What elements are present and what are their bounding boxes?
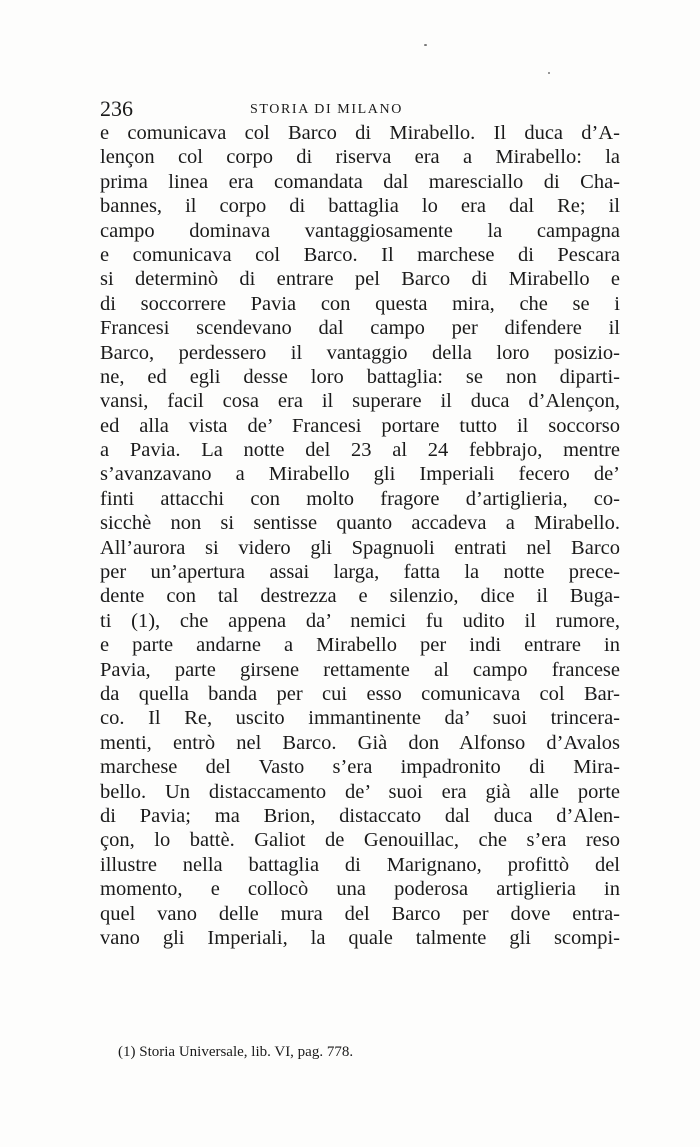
text-line: momento, e collocò una poderosa artiglieria in bbox=[100, 878, 620, 901]
text-line: çon, lo battè. Galiot de Genouillac, che s’era reso bbox=[100, 829, 620, 852]
text-line: Pavia, parte girsene rettamente al campo francese bbox=[100, 658, 620, 681]
text-line: prima linea era comandata dal maresciallo di Cha- bbox=[100, 170, 620, 193]
page-number: 236 bbox=[100, 96, 133, 121]
text-line: illustre nella battaglia di Marignano, profittò del bbox=[100, 853, 620, 876]
text-line: da quella banda per cui esso comunicava col Bar- bbox=[100, 682, 620, 705]
running-title: STORIA DI MILANO bbox=[250, 102, 403, 117]
text-line: e comunicava col Barco di Mirabello. Il duca d’A- bbox=[100, 122, 620, 144]
body-text bbox=[100, 121, 620, 950]
paper-speck bbox=[424, 44, 427, 46]
text-line: per un’apertura assai larga, fatta la notte prece- bbox=[100, 561, 620, 584]
text-line: dente con tal destrezza e silenzio, dice il Buga- bbox=[100, 585, 620, 608]
text-line: ne, ed egli desse loro battaglia: se non diparti- bbox=[100, 365, 620, 388]
paper-speck bbox=[548, 72, 550, 74]
text-line: bannes, il corpo di battaglia lo era dal Re; il bbox=[100, 195, 620, 218]
text-line: lençon col corpo di riserva era a Mirabello: la bbox=[100, 146, 620, 169]
text-line: vano gli Imperiali, la quale talmente gli scompi- bbox=[100, 926, 620, 949]
text-line: ed alla vista de’ Francesi portare tutto il soccorso bbox=[100, 414, 620, 437]
text-line: e parte andarne a Mirabello per indi entrare in bbox=[100, 634, 620, 657]
text-line: di soccorrere Pavia con questa mira, che se i bbox=[100, 292, 620, 315]
footnote: (1) Storia Universale, lib. VI, pag. 778. bbox=[118, 1044, 354, 1060]
text-line: si determinò di entrare pel Barco di Mirabello e bbox=[100, 268, 620, 291]
text-line: finti attacchi con molto fragore d’artiglieria, co- bbox=[100, 487, 620, 510]
text-line: di Pavia; ma Brion, distaccato dal duca d’Alen- bbox=[100, 804, 620, 827]
text-line: Barco, perdessero il vantaggio della loro posizio- bbox=[100, 341, 620, 364]
text-line: a Pavia. La notte del 23 al 24 febbrajo, mentre bbox=[100, 439, 620, 462]
text-line: s’avanzavano a Mirabello gli Imperiali fecero de’ bbox=[100, 463, 620, 486]
text-line: sicchè non si sentisse quanto accadeva a Mirabello. bbox=[100, 512, 620, 535]
text-line: All’aurora si videro gli Spagnuoli entrati nel Barco bbox=[100, 536, 620, 559]
text-line: menti, entrò nel Barco. Già don Alfonso d’Avalos bbox=[100, 731, 620, 754]
text-line: co. Il Re, uscito immantinente da’ suoi trincera- bbox=[100, 707, 620, 730]
text-line: quel vano delle mura del Barco per dove entra- bbox=[100, 902, 620, 925]
text-line: marchese del Vasto s’era impadronito di Mira- bbox=[100, 756, 620, 779]
text-line: Francesi scendevano dal campo per difendere il bbox=[100, 317, 620, 340]
text-line: bello. Un distaccamento de’ suoi era già alle porte bbox=[100, 780, 620, 803]
text-line: campo dominava vantaggiosamente la campagna bbox=[100, 219, 620, 242]
page-header bbox=[100, 96, 620, 122]
text-line: ti (1), che appena da’ nemici fu udito il rumore, bbox=[100, 609, 620, 632]
text-line: vansi, facil cosa era il superare il duca d’Alençon, bbox=[100, 390, 620, 413]
text-line: e comunicava col Barco. Il marchese di Pescara bbox=[100, 243, 620, 266]
